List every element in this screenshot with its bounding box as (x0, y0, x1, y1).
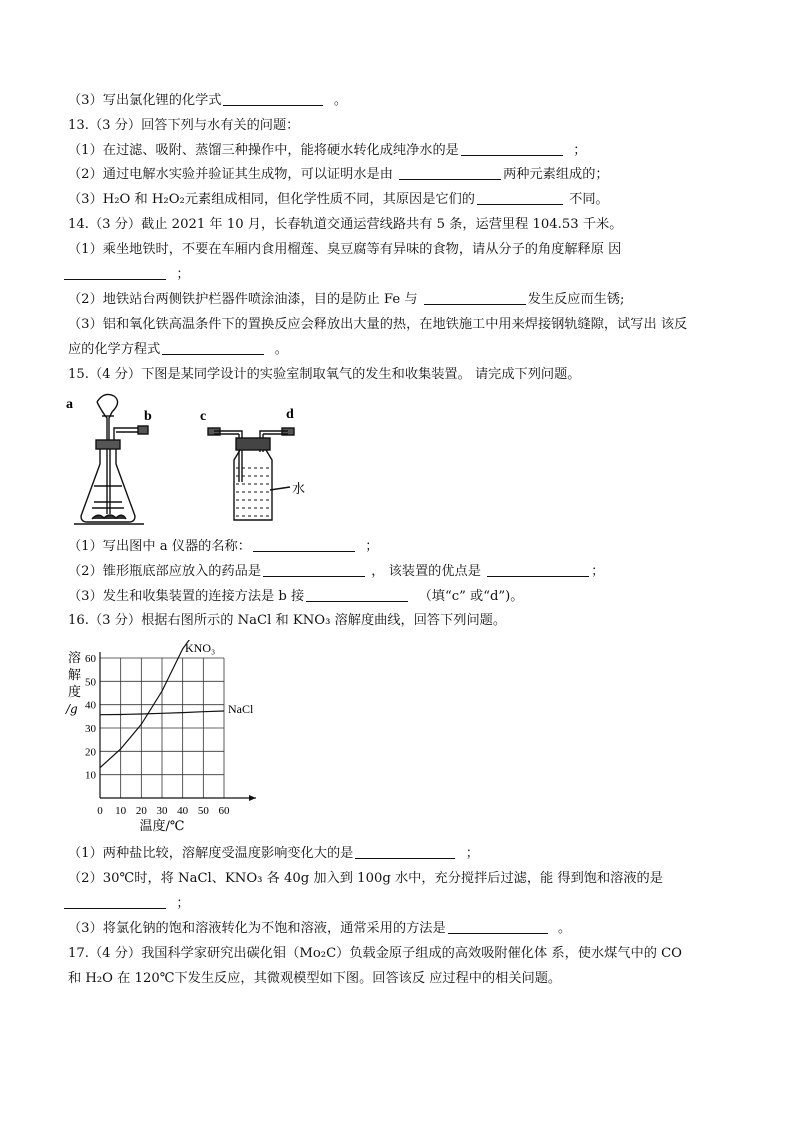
q15-part1-end: ； (365, 539, 379, 554)
label-b: b (144, 409, 152, 424)
label-c: c (200, 409, 207, 424)
q15-part3-end: （填“c” 或“d”)。 (418, 589, 524, 604)
q16-part3-answer-blank[interactable] (448, 920, 548, 934)
y-axis-label-char: 解 (68, 668, 82, 683)
q13-title: 13.（3 分）回答下列与水有关的问题： (68, 118, 300, 133)
q15-part2-answer-blank-2[interactable] (487, 563, 589, 577)
q16-part1-end: ； (465, 846, 479, 861)
q13-part1-text: （1）在过滤、吸附、蒸馏三种操作中，能将硬水转化成纯净水的是 (68, 143, 459, 158)
x-tick-label: 60 (218, 805, 230, 817)
q17-line2: 和 H₂O 在 120℃下发生反应，其微观模型如下图。回答该反 应过程中的相关问题。 (68, 971, 562, 986)
x-axis-label: 温度/℃ (139, 819, 185, 832)
q14-part1: （1）乘坐地铁时，不要在车厢内食用榴莲、臭豆腐等有异味的食物，请从分子的角度解释原 因 (68, 242, 622, 257)
q12-part3-text: （3）写出氯化锂的化学式 (68, 93, 222, 108)
q16-part3-text: （3）将氯化钠的饱和溶液转化为不饱和溶液，通常采用的方法是 (68, 921, 446, 936)
q14-part1-answer-blank[interactable] (64, 266, 166, 280)
label-water: 水 (292, 482, 306, 497)
q14-part2-end: 发生反应而生锈; (527, 292, 625, 307)
q13-part1-answer-blank[interactable] (461, 142, 563, 156)
q13-part2-answer-blank[interactable] (399, 166, 501, 180)
y-axis-label-char: 溶 (68, 651, 82, 666)
q16-part1 (68, 845, 479, 863)
q14-part3-line2 (68, 341, 288, 359)
q14-part3-line1: （3）铝和氧化铁高温条件下的置换反应会释放出大量的热，在地铁施工中用来焊接钢轨缝隙，试写出 该反 (68, 317, 688, 332)
q16-part3-end: 。 (558, 921, 572, 936)
q14-title: 14.（3 分）截止 2021 年 10 月，长春轨道交通运营线路共有 5 条，运营里程 104.53 千米。 (68, 217, 623, 232)
q13-part3-text: （3）H₂O 和 H₂O₂元素组成相同，但化学性质不同，其原因是它们的 (68, 192, 475, 207)
y-axis-label-char: 度 (68, 685, 82, 700)
q15-part2-text: （2）锥形瓶底部应放入的药品是 (68, 564, 262, 579)
q15-part2 (68, 563, 604, 581)
q16-part2: （2）30℃时，将 NaCl、KNO₃ 各 40g 加入到 100g 水中，充分搅拌后过滤，能 得到饱和溶液的是 (68, 871, 663, 886)
q14-part3-line2-text: 应的化学方程式 (68, 342, 161, 357)
q16-part2-answer-line (68, 895, 190, 913)
x-tick-label: 30 (156, 805, 168, 817)
gas-collecting-bottle (208, 428, 294, 520)
solubility-chart-svg (62, 640, 262, 832)
q13-part1 (68, 142, 586, 160)
q15-part3 (68, 588, 524, 606)
q15-part3-text: （3）发生和收集装置的连接方法是 b 接 (68, 589, 305, 604)
q15-apparatus-svg (64, 392, 314, 530)
q15-part1-text: （1）写出图中 a 仪器的名称： (68, 539, 251, 554)
q15-apparatus-figure (64, 392, 314, 530)
water-pointer-line (270, 487, 290, 490)
water-in-bottle (236, 468, 270, 516)
q13-part3-end: 不同。 (569, 192, 609, 207)
series-line-kno3 (100, 640, 193, 768)
label-a: a (66, 397, 73, 412)
q13-part2-text: （2）通过电解水实验并验证其生成物，可以证明水是由 (68, 167, 393, 182)
q12-part3 (68, 92, 347, 110)
q16-part2-end: ； (176, 896, 190, 911)
x-tick-label: 10 (115, 805, 127, 817)
q14-part3-end: 。 (274, 342, 288, 357)
x-tick-label: 40 (177, 805, 189, 817)
q16-part1-answer-blank[interactable] (355, 845, 455, 859)
q15-part3-answer-blank[interactable] (306, 588, 408, 602)
x-tick-label: 0 (97, 805, 103, 817)
y-tick-label: 60 (85, 653, 96, 665)
q14-part2-answer-blank[interactable] (424, 291, 526, 305)
flask-stopper (96, 440, 120, 449)
y-axis-label-unit: /g (66, 702, 78, 716)
label-d: d (286, 407, 294, 422)
q13-part3 (68, 191, 609, 209)
q16-part1-text: （1）两种盐比较，溶解度受温度影响变化大的是 (68, 846, 354, 861)
oxygen-generator-apparatus (74, 394, 148, 524)
q14-part3-answer-blank[interactable] (162, 341, 264, 355)
bottle-stopper (236, 438, 270, 450)
y-tick-label: 10 (85, 769, 96, 782)
series-label-nacl: NaCl (228, 701, 254, 716)
q15-part1-answer-blank[interactable] (253, 538, 355, 552)
q16-title: 16.（3 分）根据右图所示的 NaCl 和 KNO₃ 溶解度曲线，回答下列问题。 (68, 613, 507, 628)
solubility-chart (62, 640, 262, 832)
q15-part2-end: ； (591, 564, 605, 579)
series-label-kno3: KNO₃ (185, 641, 216, 655)
y-tick-label: 50 (85, 676, 96, 689)
q17-line1: 17.（4 分）我国科学家研究出碳化钼（Mo₂C）负载金原子组成的高效吸附催化体 系，使水煤气中的 CO (68, 946, 682, 961)
q16-part3 (68, 920, 571, 938)
x-axis-arrow (249, 795, 256, 801)
x-tick-label: 20 (135, 805, 147, 817)
y-tick-label: 40 (85, 699, 96, 712)
q15-part2-mid: ， 该装置的优点是 (371, 564, 481, 579)
q14-part2 (68, 291, 624, 309)
y-tick-label: 30 (85, 723, 96, 735)
q14-part1-answer-line (68, 266, 190, 284)
q16-part2-answer-blank[interactable] (64, 895, 166, 909)
q14-part2-text: （2）地铁站台两侧铁护栏器件喷涂油漆，目的是防止 Fe 与 (68, 292, 418, 307)
y-tick-label: 20 (85, 746, 96, 759)
q12-part3-answer-blank[interactable] (223, 92, 323, 106)
q14-part1-end: ； (176, 267, 190, 282)
q15-part2-answer-blank-1[interactable] (263, 563, 365, 577)
q13-part1-end: ； (573, 143, 587, 158)
q15-title: 15.（4 分）下图是某同学设计的实验室制取氧气的发生和收集装置。 请完成下列问题。 (68, 367, 581, 382)
q13-part3-answer-blank[interactable] (477, 191, 563, 205)
q15-part1 (68, 538, 378, 556)
q12-part3-end: 。 (333, 93, 348, 108)
q13-part2 (68, 166, 609, 184)
x-tick-label: 50 (197, 805, 209, 817)
q13-part2-end: 两种元素组成的； (503, 167, 609, 182)
